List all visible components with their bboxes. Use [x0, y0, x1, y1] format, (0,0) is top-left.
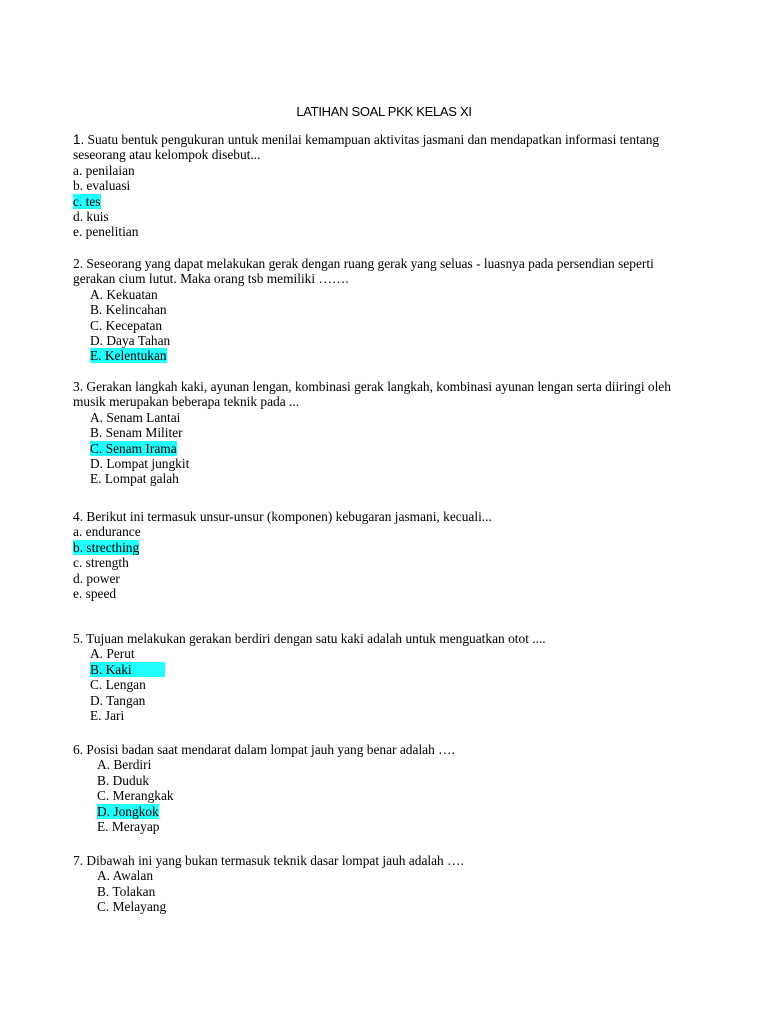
answer-option: A. Berdiri — [97, 757, 152, 773]
question-stem — [73, 853, 713, 868]
answer-option-correct: c. tes — [73, 193, 101, 209]
question-stem — [73, 742, 713, 757]
question-number: 4. — [73, 509, 84, 524]
question-text-line1: Posisi badan saat mendarat dalam lompat jauh yang benar adalah …. — [83, 742, 455, 757]
answer-option: E. Lompat galah — [90, 471, 179, 487]
answer-option: b. evaluasi — [73, 178, 131, 194]
answer-option: C. Merangkak — [97, 788, 174, 804]
question-number: 3. — [73, 379, 84, 394]
answer-option: A. Senam Lantai — [90, 409, 181, 425]
answer-option: E. Merayap — [97, 818, 160, 834]
question-stem — [73, 631, 713, 646]
question-number: 5. — [73, 631, 84, 646]
question-1 — [73, 132, 713, 240]
answer-option: D. Daya Tahan — [90, 332, 171, 348]
answer-option-correct: C. Senam Irama — [90, 440, 177, 456]
answer-option-correct: D. Jongkok — [97, 803, 159, 819]
answer-option: B. Kelincahan — [90, 302, 167, 318]
answer-option: A. Kekuatan — [90, 286, 158, 302]
answer-option: e. speed — [73, 585, 117, 601]
answer-option: c. strength — [73, 555, 129, 571]
question-2 — [73, 256, 713, 364]
answer-option: C. Lengan — [90, 677, 146, 693]
answer-option: a. endurance — [73, 524, 141, 540]
question-number: 7. — [73, 853, 84, 868]
question-text-line2: gerakan cium lutut. Maka orang tsb memiliki ……. — [73, 271, 349, 287]
question-6 — [73, 742, 713, 834]
question-number: 2. — [73, 256, 84, 271]
answer-option: e. penelitian — [73, 224, 139, 240]
answer-option: C. Kecepatan — [90, 317, 163, 333]
question-number: 6. — [73, 742, 84, 757]
document-title: LATIHAN SOAL PKK KELAS XI — [296, 104, 472, 119]
answer-option: C. Melayang — [97, 899, 167, 915]
answer-option-correct: B. Kaki — [73, 662, 713, 677]
answer-option: E. Jari — [90, 707, 125, 723]
answer-option: D. Tangan — [90, 692, 146, 708]
answer-option: B. Senam Militer — [90, 425, 183, 441]
question-text-line1: Berikut ini termasuk unsur-unsur (komponen) kebugaran jasmani, kecuali... — [83, 509, 492, 524]
answer-option: d. power — [73, 570, 120, 586]
question-stem — [73, 509, 713, 524]
answer-option-correct: b. strecthing — [73, 539, 140, 555]
question-text-line2: seseorang atau kelompok disebut... — [73, 147, 261, 163]
question-7 — [73, 853, 713, 915]
question-text-line1: Seseorang yang dapat melakukan gerak dengan ruang gerak yang seluas - luasnya pada persendian seperti — [83, 256, 654, 271]
question-text-line1: Gerakan langkah kaki, ayunan lengan, kombinasi gerak langkah, kombinasi ayunan lengan serta diiringi oleh — [83, 379, 671, 394]
answer-option: D. Lompat jungkit — [90, 455, 190, 471]
question-stem — [73, 379, 713, 394]
question-text-line1: Tujuan melakukan gerakan berdiri dengan satu kaki adalah untuk menguatkan otot .... — [83, 631, 546, 646]
answer-option: B. Tolakan — [97, 883, 156, 899]
question-stem — [73, 132, 713, 147]
question-3 — [73, 379, 713, 487]
question-text-line1: Suatu bentuk pengukuran untuk menilai kemampuan aktivitas jasmani dan mendapatkan informasi tentang — [84, 132, 660, 147]
answer-option: a. penilaian — [73, 162, 135, 178]
question-5 — [73, 631, 713, 723]
question-4 — [73, 509, 713, 601]
question-stem — [73, 256, 713, 271]
question-text-line1: Dibawah ini yang bukan termasuk teknik dasar lompat jauh adalah …. — [83, 853, 464, 868]
answer-option-correct: E. Kelentukan — [90, 348, 167, 364]
question-text-line2: musik merupakan beberapa teknik pada ... — [73, 394, 300, 410]
question-number: 1. — [73, 132, 85, 147]
answer-option: B. Duduk — [97, 772, 150, 788]
answer-option: d. kuis — [73, 208, 109, 224]
answer-option: A. Perut — [90, 646, 135, 662]
answer-option: A. Awalan — [97, 868, 154, 884]
